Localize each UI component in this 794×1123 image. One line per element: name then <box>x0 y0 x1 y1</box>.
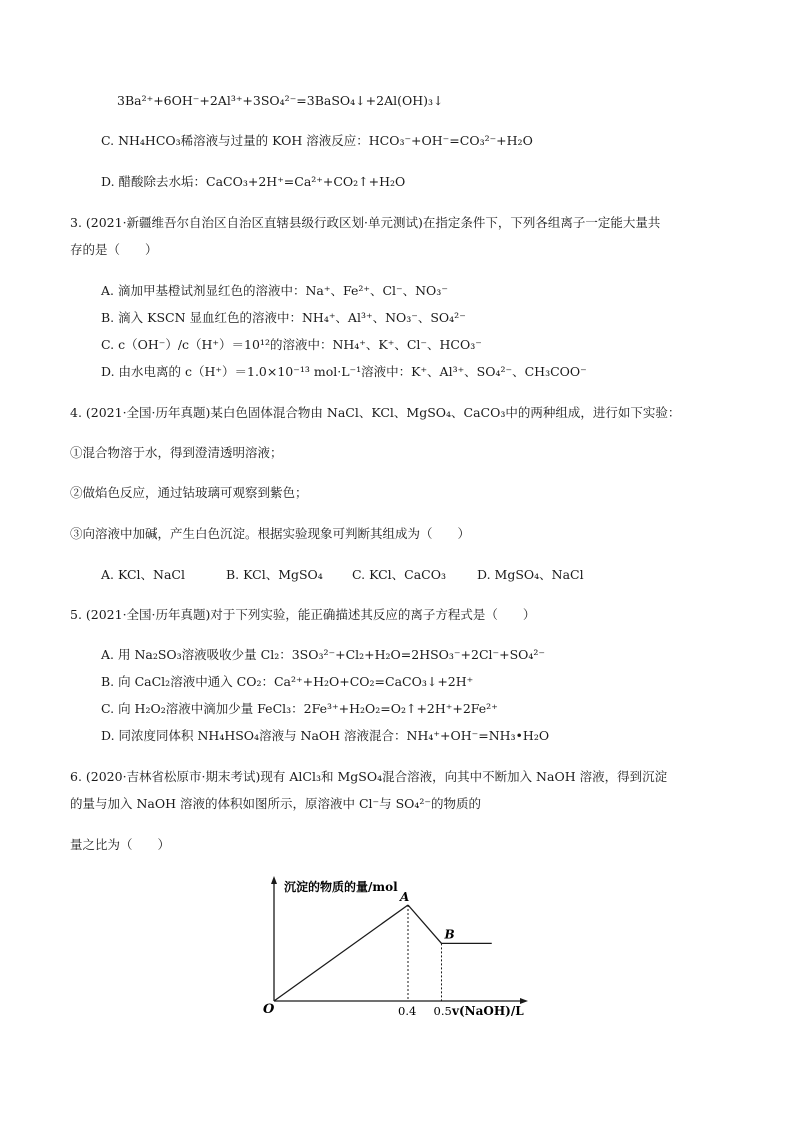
y-axis-arrow <box>271 876 277 884</box>
q4-step-2: ②做焰色反应，通过钴玻璃可观察到紫色； <box>70 485 308 500</box>
q6-stem-line1: 6. (2020·吉林省松原市·期末考试)现有 AlCl₃和 MgSO₄混合溶液，向其中不断加入 NaOH 溶液，得到沉淀 <box>70 769 668 784</box>
x-axis-label: v(NaOH)/L <box>452 1004 524 1018</box>
q4-stem: 4. (2021·全国·历年真题)某白色固体混合物由 NaCl、KCl、MgSO₄、CaCO₃中的两种组成，进行如下实验： <box>70 405 681 420</box>
q4-option-d: D. MgSO₄、NaCl <box>477 567 584 582</box>
q4-option-c: C. KCl、CaCO₃ <box>352 567 446 582</box>
x-tick-label-0.4: 0.4 <box>398 1004 417 1018</box>
precipitate-chart <box>262 873 532 1023</box>
q3-stem-line2: 存的是（ ） <box>70 242 158 257</box>
point-label-a: A <box>400 890 410 904</box>
q5-option-c: C. 向 H₂O₂溶液中滴加少量 FeCl₃：2Fe³⁺+H₂O₂=O₂↑+2H⁺+2Fe²⁺ <box>101 701 498 716</box>
origin-label: O <box>263 1002 275 1017</box>
x-tick-label-0.5: 0.5 <box>433 1004 452 1018</box>
q4-step-1: ①混合物溶于水，得到澄清透明溶液； <box>70 445 283 460</box>
q5-option-d: D. 同浓度同体积 NH₄HSO₄溶液与 NaOH 溶液混合：NH₄⁺+OH⁻=NH₃•H₂O <box>101 728 550 743</box>
q3-option-a: A. 滴加甲基橙试剂显红色的溶液中：Na⁺、Fe²⁺、Cl⁻、NO₃⁻ <box>101 283 448 298</box>
line-segment-ab <box>408 905 442 943</box>
q3-stem-line1: 3. (2021·新疆维吾尔自治区自治区直辖县级行政区划·单元测试)在指定条件下，下列各组离子一定能大量共 <box>70 215 661 230</box>
q4-option-a: A. KCl、NaCl <box>101 567 185 582</box>
q4-option-b: B. KCl、MgSO₄ <box>226 567 323 582</box>
q4-step-3: ③向溶液中加碱，产生白色沉淀。根据实验现象可判断其组成为（ ） <box>70 526 471 541</box>
q3-option-b: B. 滴入 KSCN 显血红色的溶液中：NH₄⁺、Al³⁺、NO₃⁻、SO₄²⁻ <box>101 310 466 325</box>
prev-option-d: D. 醋酸除去水垢：CaCO₃+2H⁺=Ca²⁺+CO₂↑+H₂O <box>101 174 406 189</box>
line-segment-oa <box>274 905 408 1001</box>
q3-option-d: D. 由水电离的 c（H⁺）＝1.0×10⁻¹³ mol·L⁻¹溶液中：K⁺、Al³⁺、SO₄²⁻、CH₃COO⁻ <box>101 364 587 379</box>
prev-equation-continued: 3Ba²⁺+6OH⁻+2Al³⁺+3SO₄²⁻=3BaSO₄↓+2Al(OH)₃↓ <box>117 93 444 108</box>
q5-stem: 5. (2021·全国·历年真题)对于下列实验，能正确描述其反应的离子方程式是（ ） <box>70 607 536 622</box>
prev-option-c: C. NH₄HCO₃稀溶液与过量的 KOH 溶液反应：HCO₃⁻+OH⁻=CO₃²⁻+H₂O <box>101 133 533 148</box>
q5-option-a: A. 用 Na₂SO₃溶液吸收少量 Cl₂：3SO₃²⁻+Cl₂+H₂O=2HSO₃⁻+2Cl⁻+SO₄²⁻ <box>101 647 546 662</box>
q6-stem-line2: 的量与加入 NaOH 溶液的体积如图所示，原溶液中 Cl⁻与 SO₄²⁻的物质的 <box>70 796 482 811</box>
point-label-b: B <box>444 927 455 942</box>
y-axis-label: 沉淀的物质的量/mol <box>284 880 398 894</box>
q6-stem-line3: 量之比为（ ） <box>70 837 171 852</box>
q3-option-c: C. c（OH⁻）/c（H⁺）＝10¹²的溶液中：NH₄⁺、K⁺、Cl⁻、HCO₃⁻ <box>101 337 482 352</box>
q5-option-b: B. 向 CaCl₂溶液中通入 CO₂：Ca²⁺+H₂O+CO₂=CaCO₃↓+2H⁺ <box>101 674 474 689</box>
